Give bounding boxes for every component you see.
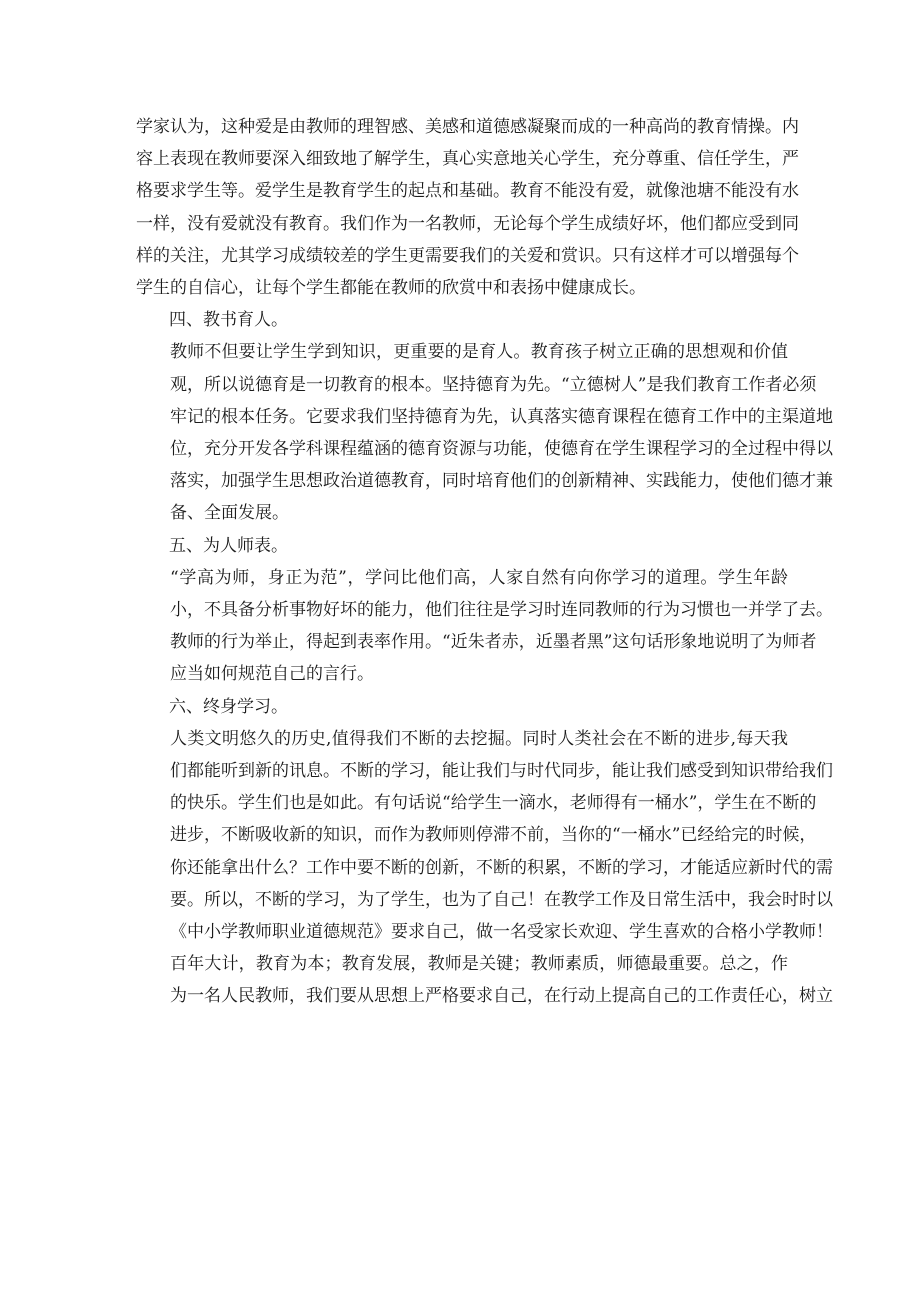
heading-text: 四、教书育人。: [169, 310, 288, 331]
text-line: 格要求学生等。爱学生是教育学生的起点和基础。教育不能没有爱，就像池塘不能没有水: [136, 181, 799, 202]
text-line: 教师的行为举止，得起到表率作用。“近朱者赤，近墨者黑”这句话形象地说明了为师者: [170, 632, 817, 653]
text-line: 《中小学教师职业道德规范》要求自己，做一名受家长欢迎、学生喜欢的合格小学教师！: [170, 922, 833, 943]
text-line: 为一名人民教师，我们要从思想上严格要求自己，在行动上提高自己的工作责任心，树立: [170, 986, 833, 1007]
text-line: 的快乐。学生们也是如此。有句话说“给学生一滴水，老师得有一桶水”，学生在不断的: [170, 793, 817, 814]
text-line: 学生的自信心，让每个学生都能在教师的欣赏中和表扬中健康成长。: [136, 278, 646, 299]
body-paragraph: [136, 948, 833, 1012]
heading-text: 六、终身学习。: [169, 696, 288, 717]
section-heading: [136, 530, 788, 562]
section-heading: [136, 691, 788, 723]
text-line: 百年大计，教育为本；教育发展，教师是关键；教师素质，师德最重要。总之，作: [170, 954, 788, 975]
body-paragraph: [136, 723, 833, 948]
text-line: 教师不但要让学生学到知识，更重要的是育人。教育孩子树立正确的思想观和价值: [170, 342, 788, 363]
section-heading: [136, 304, 788, 336]
heading-text: 五、为人师表。: [169, 535, 288, 556]
body-paragraph: [136, 336, 833, 529]
text-line: 进步，不断吸收新的知识，而作为教师则停滞不前，当你的“一桶水”已经给完的时候，: [170, 825, 817, 846]
text-line: “学高为师，身正为范”，学问比他们高，人家自然有向你学习的道理。学生年龄: [170, 567, 788, 588]
text-line: 样的关注，尤其学习成绩较差的学生更需要我们的关爱和赏识。只有这样才可以增强每个: [136, 245, 799, 266]
text-line: 要。所以，不断的学习，为了学生，也为了自己！在教学工作及日常生活中，我会时时以: [170, 889, 833, 910]
text-line: 落实，加强学生思想政治道德教育，同时培育他们的创新精神、实践能力，使他们德才兼: [170, 471, 833, 492]
text-line: 你还能拿出什么？工作中要不断的创新，不断的积累，不断的学习，才能适应新时代的需: [170, 857, 833, 878]
body-paragraph: [136, 562, 833, 691]
text-line: 容上表现在教师要深入细致地了解学生，真心实意地关心学生，充分尊重、信任学生，严: [136, 149, 799, 170]
text-line: 位，充分开发各学科课程蕴涵的德育资源与功能，使德育在学生课程学习的全过程中得以: [170, 439, 833, 460]
body-paragraph: [136, 111, 799, 304]
text-line: 学家认为，这种爱是由教师的理智感、美感和道德感凝聚而成的一种高尚的教育情操。内: [136, 117, 799, 137]
text-line: 们都能听到新的讯息。不断的学习，能让我们与时代同步，能让我们感受到知识带给我们: [170, 761, 833, 782]
text-line: 备、全面发展。: [170, 503, 289, 524]
text-line: 应当如何规范自己的言行。: [170, 664, 374, 685]
document-body: [136, 111, 833, 1013]
text-line: 牢记的根本任务。它要求我们坚持德育为先，认真落实德育课程在德育工作中的主渠道地: [170, 406, 833, 427]
text-line: 人类文明悠久的历史,值得我们不断的去挖掘。同时人类社会在不断的进步,每天我: [170, 728, 788, 749]
text-line: 小，不具备分析事物好坏的能力，他们往往是学习时连同教师的行为习惯也一并学了去。: [170, 600, 833, 621]
text-line: 观，所以说德育是一切教育的根本。坚持德育为先。“立德树人”是我们教育工作者必须: [170, 374, 817, 395]
text-line: 一样，没有爱就没有教育。我们作为一名教师，无论每个学生成绩好坏，他们都应受到同: [136, 213, 799, 234]
